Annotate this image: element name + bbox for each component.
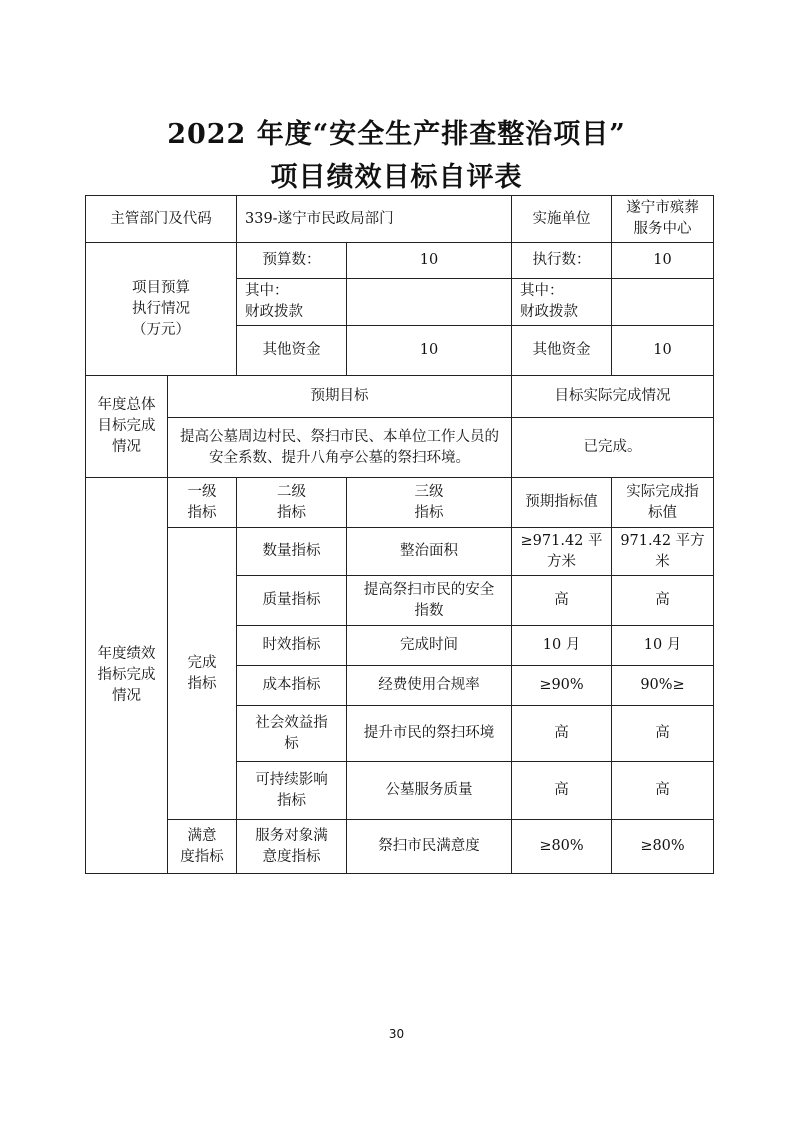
- expected-value-header: 预期指标值: [512, 478, 612, 528]
- fiscal-label-right: 其中： 财政拨款: [512, 279, 612, 326]
- indicator-level3: 整治面积: [347, 528, 512, 576]
- satisfaction-indicator-label: 满意 度指标: [168, 820, 237, 874]
- indicator-actual: 高: [612, 576, 714, 626]
- indicator-level2: 质量指标: [237, 576, 347, 626]
- indicator-actual: ≥80%: [612, 820, 714, 874]
- indicator-level3: 经费使用合规率: [347, 666, 512, 706]
- expected-goal-header: 预期目标: [168, 376, 512, 418]
- document-title-line1: 2022 年度“安全生产排查整治项目”: [167, 119, 626, 150]
- indicator-row: [86, 820, 714, 874]
- indicator-expected: ≥90%: [512, 666, 612, 706]
- indicator-expected: ≥971.42 平 方米: [512, 528, 612, 576]
- indicator-level3: 完成时间: [347, 626, 512, 666]
- actual-goal-text: 已完成。: [512, 418, 714, 478]
- indicator-header-row: [86, 478, 714, 528]
- dept-value: 339-遂宁市民政局部门: [237, 196, 512, 243]
- level2-header: 二级 指标: [237, 478, 347, 528]
- performance-table: [85, 195, 714, 874]
- document-title-line2: 项目绩效目标自评表: [270, 162, 523, 193]
- indicator-level3: 祭扫市民满意度: [347, 820, 512, 874]
- level1-header: 一级 指标: [168, 478, 237, 528]
- indicator-expected: 高: [512, 576, 612, 626]
- exec-label: 执行数：: [512, 243, 612, 279]
- expected-goal-text: 提高公墓周边村民、祭扫市民、本单位工作人员的安全系数、提升八角亭公墓的祭扫环境。: [168, 418, 512, 478]
- actual-value-header: 实际完成指 标值: [612, 478, 714, 528]
- page-number: 30: [388, 1027, 405, 1041]
- indicator-section-label: 年度绩效 指标完成 情况: [86, 478, 168, 874]
- annual-goal-header-row: [86, 376, 714, 418]
- indicator-actual: 高: [612, 706, 714, 762]
- indicator-level3: 提高祭扫市民的安全 指数: [347, 576, 512, 626]
- exec-value: 10: [612, 243, 714, 279]
- indicator-expected: 10 月: [512, 626, 612, 666]
- indicator-actual: 90%≥: [612, 666, 714, 706]
- indicator-actual: 10 月: [612, 626, 714, 666]
- actual-goal-header: 目标实际完成情况: [512, 376, 714, 418]
- indicator-row: [86, 528, 714, 576]
- other-value-left: 10: [347, 326, 512, 376]
- fiscal-value-left: [347, 279, 512, 326]
- budget-row: [86, 243, 714, 279]
- budget-value: 10: [347, 243, 512, 279]
- budget-label: 预算数：: [237, 243, 347, 279]
- other-label-left: 其他资金: [237, 326, 347, 376]
- budget-section-label: 项目预算 执行情况 （万元）: [86, 243, 237, 376]
- indicator-level2: 服务对象满 意度指标: [237, 820, 347, 874]
- indicator-level2: 成本指标: [237, 666, 347, 706]
- indicator-level2: 可持续影响 指标: [237, 762, 347, 820]
- dept-label: 主管部门及代码: [86, 196, 237, 243]
- indicator-expected: ≥80%: [512, 820, 612, 874]
- header-row: [86, 196, 714, 243]
- indicator-actual: 高: [612, 762, 714, 820]
- fiscal-value-right: [612, 279, 714, 326]
- unit-label: 实施单位: [512, 196, 612, 243]
- indicator-level2: 时效指标: [237, 626, 347, 666]
- indicator-level2: 社会效益指 标: [237, 706, 347, 762]
- other-label-right: 其他资金: [512, 326, 612, 376]
- annual-goal-section-label: 年度总体 目标完成 情况: [86, 376, 168, 478]
- other-value-right: 10: [612, 326, 714, 376]
- indicator-expected: 高: [512, 762, 612, 820]
- annual-goal-content-row: [86, 418, 714, 478]
- indicator-actual: 971.42 平方 米: [612, 528, 714, 576]
- unit-value: 遂宁市殡葬 服务中心: [612, 196, 714, 243]
- indicator-level3: 提升市民的祭扫环境: [347, 706, 512, 762]
- fiscal-label-left: 其中： 财政拨款: [237, 279, 347, 326]
- level3-header: 三级 指标: [347, 478, 512, 528]
- completion-indicator-label: 完成 指标: [168, 528, 237, 820]
- indicator-level2: 数量指标: [237, 528, 347, 576]
- indicator-level3: 公墓服务质量: [347, 762, 512, 820]
- indicator-expected: 高: [512, 706, 612, 762]
